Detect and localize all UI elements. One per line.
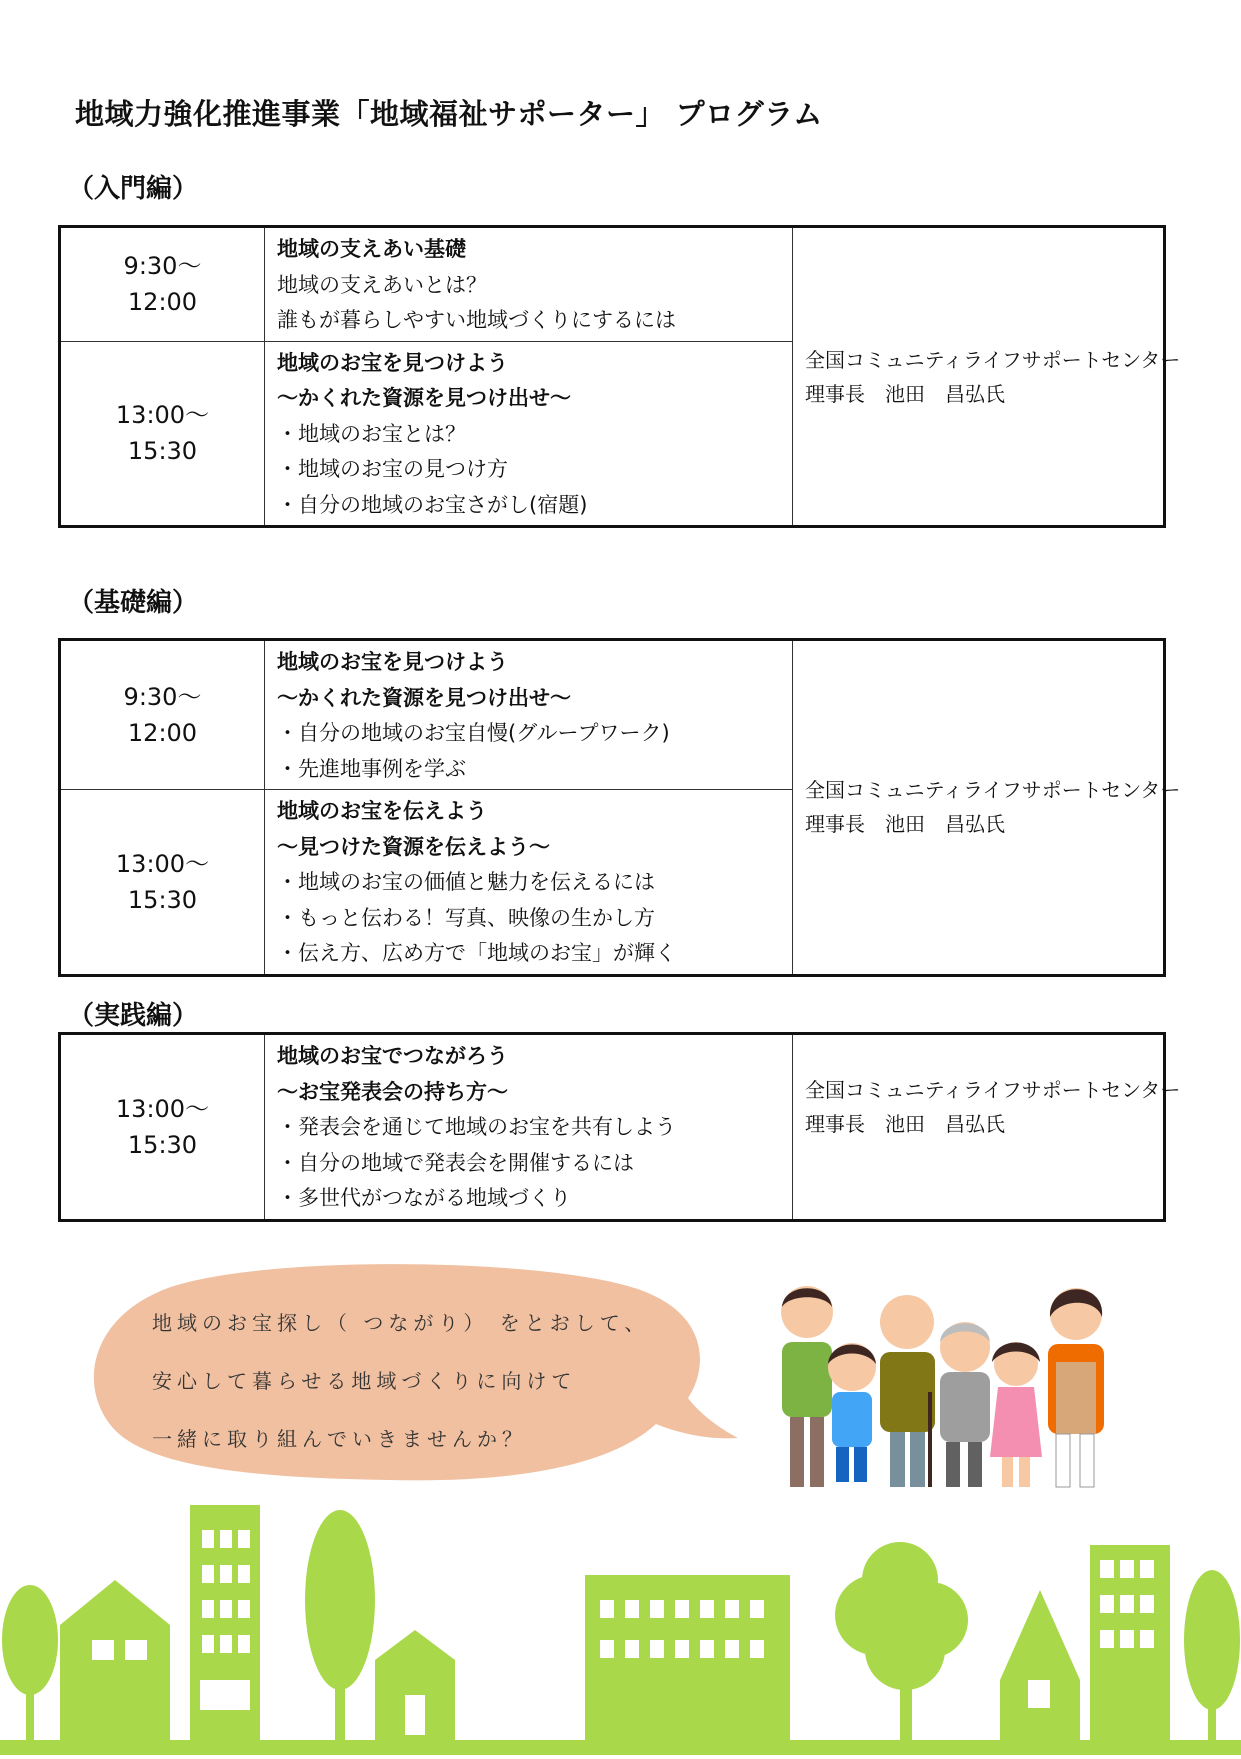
session-line: ・地域のお宝の価値と魅力を伝えるには (277, 870, 655, 894)
table-row (60, 1034, 1165, 1221)
table-row (60, 640, 1165, 790)
grandma-figure (940, 1322, 990, 1487)
session-line: ・自分の地域のお宝自慢(グループワーク) (277, 721, 670, 745)
session-heading: 地域のお宝を見つけよう (277, 350, 508, 375)
message-line: 安心して暮らせる地域づくりに向けて (152, 1369, 577, 1393)
schedule-table-basic (58, 638, 1181, 977)
family-illustration (770, 1272, 1150, 1496)
start-time: 13:00～ (115, 1094, 210, 1123)
session-line: 誰もが暮らしやすい地域づくりにするには (277, 308, 676, 332)
town-silhouette (0, 1490, 1241, 1759)
content-cell (265, 1034, 793, 1221)
session-heading: 地域のお宝でつながろう (277, 1044, 508, 1068)
session-line: ・自分の地域で発表会を開催するには (277, 1150, 634, 1175)
time-cell (60, 640, 265, 790)
lecturer-name: 理事長 池田 昌弘氏 (805, 1112, 1005, 1136)
session-heading: 地域の支えあい基礎 (277, 237, 466, 261)
end-time: 12:00 (127, 288, 198, 317)
session-line: ・もっと伝わる！写真、映像の生かし方 (277, 905, 655, 930)
girl-figure (990, 1342, 1042, 1487)
content-cell (265, 227, 793, 342)
lecturer-name: 理事長 池田 昌弘氏 (805, 381, 1005, 406)
session-line: ・地域のお宝とは？ (277, 421, 466, 446)
time-cell (60, 790, 265, 976)
content-cell (265, 341, 793, 527)
lecturer-cell (793, 227, 1181, 527)
start-time: 9:30～ (123, 252, 202, 281)
lecturer-cell (793, 1034, 1181, 1221)
lecturer-organization: 全国コミュニティライフサポートセンター (805, 347, 1181, 372)
message-line: 地域のお宝探し（ つながり） をとおして、 (152, 1311, 650, 1335)
boy-figure (828, 1343, 876, 1482)
schedule-table-intro (58, 225, 1181, 528)
father-figure (781, 1286, 833, 1487)
session-heading: 地域のお宝を見つけよう (277, 650, 508, 674)
start-time: 13:00～ (115, 849, 210, 878)
session-subheading: ～かくれた資源を見つけ出せ～ (277, 386, 571, 410)
session-line: ・先進地事例を学ぶ (277, 756, 466, 781)
session-heading: 地域のお宝を伝えよう (277, 799, 487, 823)
grandpa-figure (880, 1295, 935, 1487)
lecturer-cell (793, 640, 1181, 976)
time-cell (60, 1034, 265, 1221)
end-time: 12:00 (127, 719, 198, 747)
lecturer-name: 理事長 池田 昌弘氏 (805, 812, 1005, 837)
section-heading-practice: （実践編） (68, 1001, 199, 1031)
session-subheading: ～かくれた資源を見つけ出せ～ (277, 685, 571, 710)
time-cell (60, 227, 265, 342)
session-line: ・地域のお宝の見つけ方 (277, 457, 508, 481)
table-row (60, 227, 1165, 342)
section-heading-intro: （入門編） (68, 174, 199, 204)
lecturer-organization: 全国コミュニティライフサポートセンター (805, 778, 1181, 803)
session-line: 地域の支えあいとは？ (277, 272, 487, 297)
session-line: ・自分の地域のお宝さがし(宿題) (277, 492, 588, 517)
content-cell (265, 640, 793, 790)
schedule-table-practice (58, 1032, 1181, 1222)
end-time: 15:30 (127, 1130, 198, 1159)
session-line: ・多世代がつながる地域づくり (277, 1186, 571, 1210)
end-time: 15:30 (127, 437, 198, 466)
start-time: 13:00～ (115, 401, 210, 430)
content-cell (265, 790, 793, 976)
session-line: ・発表会を通じて地域のお宝を共有しよう (277, 1115, 676, 1139)
bubble-message (152, 1294, 649, 1468)
end-time: 15:30 (127, 885, 198, 914)
start-time: 9:30～ (123, 683, 202, 711)
page-title: 地域力強化推進事業「地域福祉サポーター」 プログラム (75, 97, 823, 131)
session-line: ・伝え方、広め方で「地域のお宝」が輝く (277, 941, 676, 965)
message-line: 一緒に取り組んでいきませんか？ (152, 1427, 527, 1451)
time-cell (60, 341, 265, 527)
session-subheading: ～見つけた資源を伝えよう～ (277, 834, 550, 859)
session-subheading: ～お宝発表会の持ち方～ (277, 1079, 508, 1104)
section-heading-basic: （基礎編） (68, 588, 199, 618)
mother-figure (1048, 1288, 1104, 1487)
lecturer-organization: 全国コミュニティライフサポートセンター (805, 1078, 1181, 1102)
